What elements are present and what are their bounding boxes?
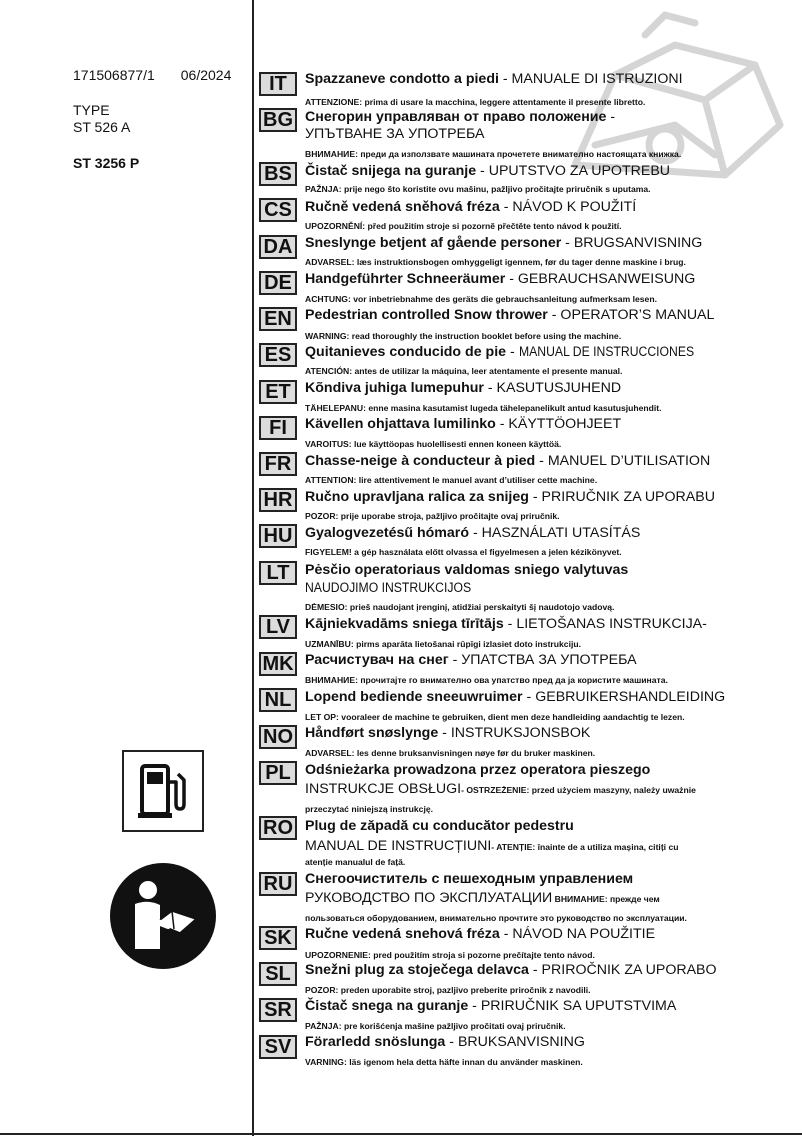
warning-hr: POZOR: prije uporabe stroja, pažljivo pročitajte ovaj priručnik. (305, 511, 560, 521)
fuel-pictogram (122, 750, 204, 832)
title-da: Sneslynge betjent af gående personer - BRUGSANVISNING (305, 235, 703, 251)
warning-mk: ВНИМАНИЕ: прочитајте го внимателно ова упатство пред да ја користите машината. (305, 675, 668, 685)
warning-cs: UPOZORNĚNÍ: před použitím stroje si pozorně přečtěte tento návod k použití. (305, 221, 622, 231)
lang-code-en: EN (259, 307, 297, 331)
title-sr: Čistač snega na guranje - PRIRUČNIK SA UPUTSTVIMA (305, 998, 677, 1014)
title-sk: Ručne vedená snehová fréza - NÁVOD NA POUŽITIE (305, 926, 656, 942)
title-sl: Snežni plug za stoječega delavca - PRIROČNIK ZA UPORABO (305, 962, 717, 978)
warning-de: ACHTUNG: vor inbetriebnahme des geräts die gebrauchsanleitung aufmerksam lesen. (305, 294, 657, 304)
title-fr: Chasse-neige à conducteur à pied - MANUEL D’UTILISATION (305, 453, 711, 469)
lang-code-sl: SL (259, 962, 297, 986)
warning-pl: przeczytać niniejszą instrukcję. (305, 804, 434, 814)
warning-es: ATENCIÓN: antes de utilizar la máquina, leer atentamente el presente manual. (305, 366, 623, 376)
bottom-rule (0, 1133, 802, 1135)
title-hr: Ručno upravljana ralica za snijeg - PRIRUČNIK ZA UPORABU (305, 489, 715, 505)
lang-code-lv: LV (259, 615, 297, 639)
warning-it: ATTENZIONE: prima di usare la macchina, leggere attentamente il presente libretto. (305, 97, 646, 107)
title-es: Quitanieves conducido de pie - MANUAL DE INSTRUCCIONES (305, 344, 694, 360)
warning-ro: atenție manualul de față. (305, 857, 406, 867)
lang-code-hr: HR (259, 488, 297, 512)
manual-lt: NAUDOJIMO INSTRUKCIJOS (305, 580, 472, 596)
lang-code-es: ES (259, 343, 297, 367)
fuel-pump-icon (124, 752, 202, 830)
warning-hu: FIGYELEM! a gép használata előtt olvassa el figyelmesen a jelen kézikönyvet. (305, 547, 622, 557)
warning-ru: пользоваться оборудованием, внимательно прочтите это руководство по эксплуатации. (305, 913, 687, 923)
manual-ro: MANUAL DE INSTRUCȚIUNI- ATENȚIE: înainte de a utiliza mașina, citiți cu (305, 838, 679, 854)
lang-code-da: DA (259, 235, 297, 259)
title-mk: Расчистувач на снег - УПАТСТВА ЗА УПОТРЕБА (305, 652, 637, 668)
title-et: Kõndiva juhiga lumepuhur - KASUTUSJUHEND (305, 380, 622, 396)
lang-code-sv: SV (259, 1035, 297, 1059)
warning-no: ADVARSEL: les denne bruksanvisningen nøye før du bruker maskinen. (305, 748, 596, 758)
title-bg: Снегорин управляван от право положение - (305, 109, 616, 125)
lang-code-fi: FI (259, 416, 297, 440)
lang-code-hu: HU (259, 524, 297, 548)
title-ru: Снегоочиститель с пешеходным управлением (305, 871, 634, 887)
warning-da: ADVARSEL: læs instruktionsbogen omhyggeligt igennem, før du tager denne maskine i brug. (305, 257, 686, 267)
title-en: Pedestrian controlled Snow thrower - OPERATOR’S MANUAL (305, 307, 715, 323)
lang-code-nl: NL (259, 688, 297, 712)
title-it: Spazzaneve condotto a piedi - MANUALE DI ISTRUZIONI (305, 71, 683, 87)
lang-code-bg: BG (259, 108, 297, 132)
vertical-divider (252, 0, 254, 1136)
warning-sk: UPOZORNENIE: pred použitím stroja si pozorne prečítajte tento návod. (305, 950, 595, 960)
type-label: TYPE (73, 102, 110, 118)
title-no: Håndført snøslynge - INSTRUKSJONSBOK (305, 725, 591, 741)
title-de: Handgeführter Schneeräumer - GEBRAUCHSANWEISUNG (305, 271, 696, 287)
title-lt: Pėsčio operatoriaus valdomas sniego valytuvas (305, 562, 629, 578)
title-sv: Förarledd snöslunga - BRUKSANVISNING (305, 1034, 585, 1050)
type-value: ST 526 A (73, 119, 131, 135)
warning-nl: LET OP: vooraleer de machine te gebruiken, dient men deze handleiding aandachtig te lezen. (305, 712, 685, 722)
lang-code-de: DE (259, 271, 297, 295)
title-lv: Kājniekvadāms sniega tīrītājs - LIETOŠANAS INSTRUKCIJA- (305, 616, 707, 632)
title-nl: Lopend bediende sneeuwruimer - GEBRUIKERSHANDLEIDING (305, 689, 726, 705)
warning-sl: POZOR: preden uporabite stroj, pazljivo preberite priročnik z navodili. (305, 985, 591, 995)
read-manual-icon (110, 863, 216, 969)
lang-code-cs: CS (259, 198, 297, 222)
manual-bg: УПЪТВАНЕ ЗА УПОТРЕБА (305, 126, 485, 142)
lang-code-mk: MK (259, 652, 297, 676)
warning-fr: ATTENTION: lire attentivement le manuel avant d’utiliser cette machine. (305, 475, 598, 485)
title-bs: Čistač snijega na guranje - UPUTSTVO ZA UPOTREBU (305, 163, 671, 179)
lang-code-no: NO (259, 725, 297, 749)
warning-en: WARNING: read thoroughly the instruction booklet before using the machine. (305, 331, 622, 341)
warning-lv: UZMANĪBU: pirms aparāta lietošanai rūpīgi izlasiet doto instrukciju. (305, 639, 581, 649)
warning-sr: PAŽNJA: pre korišćenja mašine pažljivo pročitati ovaj priručnik. (305, 1021, 566, 1031)
title-ro: Plug de zăpadă cu conducător pedestru (305, 818, 574, 834)
lang-code-et: ET (259, 380, 297, 404)
lang-code-pl: PL (259, 761, 297, 785)
warning-fi: VAROITUS: lue käyttöopas huolellisesti ennen koneen käyttöä. (305, 439, 562, 449)
lang-code-ru: RU (259, 872, 297, 896)
lang-code-ro: RO (259, 816, 297, 840)
manual-ru: РУКОВОДСТВО ПО ЭКСПЛУАТАЦИИ ВНИМАНИЕ: прежде чем (305, 890, 660, 906)
lang-code-sr: SR (259, 998, 297, 1022)
title-pl: Odśnieżarka prowadzona przez operatora pieszego (305, 762, 651, 778)
warning-et: TÄHELEPANU: enne masina kasutamist lugeda tähelepanelikult antud kasutusjuhendit. (305, 403, 662, 413)
model-number: ST 3256 P (73, 155, 140, 171)
warning-bs: PAŽNJA: prije nego što koristite ovu mašinu, pažljivo pročitajte priručnik s uputama. (305, 184, 651, 194)
title-hu: Gyalogvezetésű hómaró - HASZNÁLATI UTASÍTÁS (305, 525, 641, 541)
lang-code-lt: LT (259, 561, 297, 585)
manual-pl: INSTRUKCJE OBSŁUGI- OSTRZEŻENIE: przed użyciem maszyny, należy uważnie (305, 781, 696, 797)
document-date: 06/2024 (180, 67, 232, 83)
warning-bg: ВНИМАНИЕ: преди да използвате машината прочетете внимателно настоящата книжка. (305, 149, 682, 159)
lang-code-fr: FR (259, 452, 297, 476)
document-info (73, 67, 231, 172)
warning-lt: DĖMESIO: prieš naudojant įrenginį, atidžiai perskaityti šį naudotojo vadovą. (305, 602, 615, 612)
lang-code-sk: SK (259, 926, 297, 950)
document-code: 171506877/1 (73, 67, 155, 83)
lang-code-it: IT (259, 72, 297, 96)
title-cs: Ručně vedená sněhová fréza - NÁVOD K POUŽITÍ (305, 199, 637, 215)
lang-code-bs: BS (259, 162, 297, 186)
warning-sv: VARNING: läs igenom hela detta häfte innan du använder maskinen. (305, 1057, 583, 1067)
title-fi: Kävellen ohjattava lumilinko - KÄYTTÖOHJEET (305, 416, 622, 432)
